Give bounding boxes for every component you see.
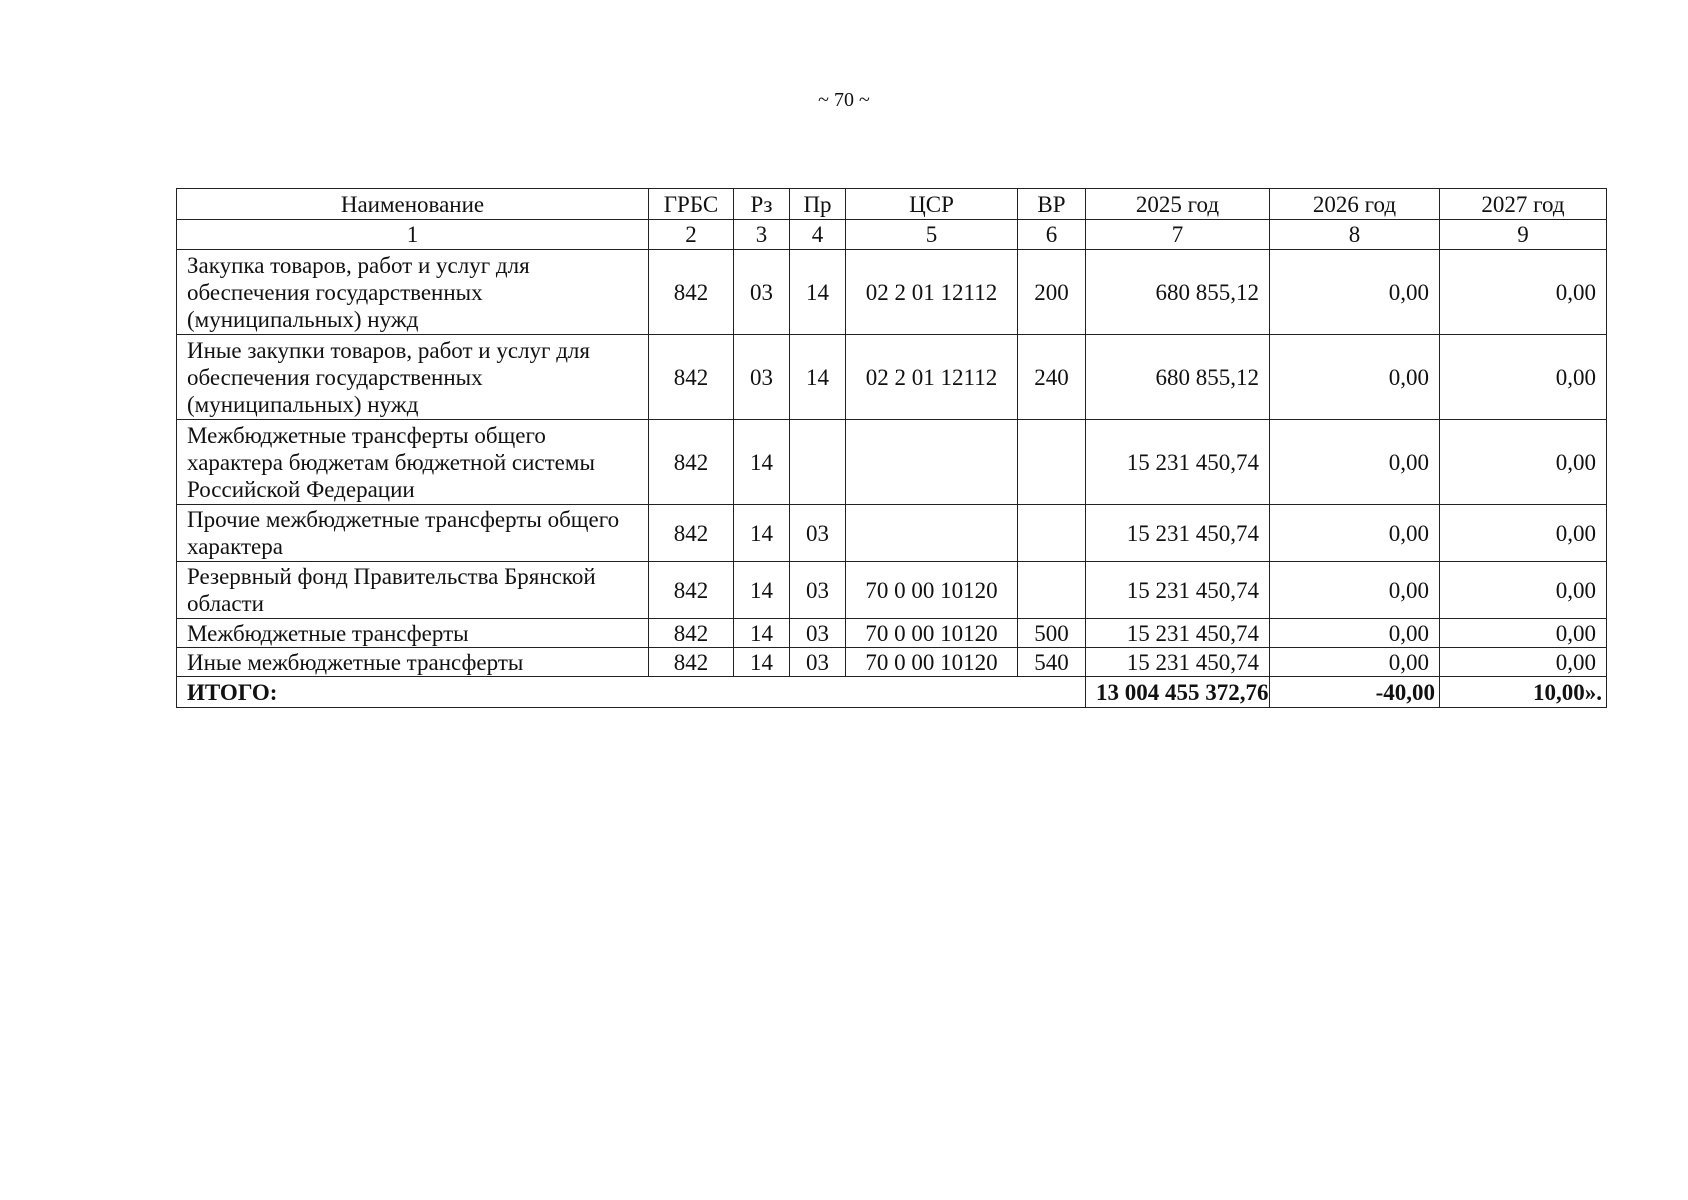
column-number: 3 — [734, 220, 790, 250]
row-2026: 0,00 — [1270, 420, 1440, 505]
total-2027: 10,00». — [1440, 677, 1607, 708]
column-number: 1 — [177, 220, 649, 250]
row-pr: 14 — [790, 250, 846, 335]
header-vr: ВР — [1018, 189, 1086, 220]
row-pr: 03 — [790, 562, 846, 619]
page-number: ~ 70 ~ — [818, 89, 870, 111]
row-pr: 03 — [790, 619, 846, 648]
row-2027: 0,00 — [1440, 619, 1607, 648]
row-2026: 0,00 — [1270, 335, 1440, 420]
row-vr: 540 — [1018, 648, 1086, 677]
row-2025: 15 231 450,74 — [1086, 562, 1270, 619]
column-number: 9 — [1440, 220, 1607, 250]
row-csr — [846, 505, 1018, 562]
row-name: Резервный фонд Правительства Брянской области — [177, 562, 649, 619]
row-2025: 15 231 450,74 — [1086, 420, 1270, 505]
row-vr — [1018, 420, 1086, 505]
row-2027: 0,00 — [1440, 420, 1607, 505]
total-label: ИТОГО: — [177, 677, 1086, 708]
row-grbs: 842 — [649, 420, 734, 505]
row-vr — [1018, 505, 1086, 562]
column-number: 2 — [649, 220, 734, 250]
row-rz: 14 — [734, 648, 790, 677]
row-rz: 03 — [734, 250, 790, 335]
row-csr: 02 2 01 12112 — [846, 250, 1018, 335]
column-number: 7 — [1086, 220, 1270, 250]
row-grbs: 842 — [649, 335, 734, 420]
column-number: 8 — [1270, 220, 1440, 250]
budget-table — [176, 188, 1607, 708]
header-row — [177, 189, 1607, 220]
row-name: Межбюджетные трансферты — [177, 619, 649, 648]
row-grbs: 842 — [649, 648, 734, 677]
total-row — [177, 677, 1607, 708]
row-2026: 0,00 — [1270, 619, 1440, 648]
table-row — [177, 562, 1607, 619]
header-2025: 2025 год — [1086, 189, 1270, 220]
row-2025: 680 855,12 — [1086, 335, 1270, 420]
row-rz: 14 — [734, 505, 790, 562]
row-2025: 680 855,12 — [1086, 250, 1270, 335]
row-rz: 03 — [734, 335, 790, 420]
row-pr: 14 — [790, 335, 846, 420]
row-csr: 70 0 00 10120 — [846, 619, 1018, 648]
row-rz: 14 — [734, 562, 790, 619]
table-row — [177, 505, 1607, 562]
row-csr — [846, 420, 1018, 505]
row-grbs: 842 — [649, 250, 734, 335]
row-vr — [1018, 562, 1086, 619]
row-2025: 15 231 450,74 — [1086, 619, 1270, 648]
row-2027: 0,00 — [1440, 505, 1607, 562]
row-vr: 200 — [1018, 250, 1086, 335]
row-2025: 15 231 450,74 — [1086, 648, 1270, 677]
column-number: 4 — [790, 220, 846, 250]
header-2027: 2027 год — [1440, 189, 1607, 220]
row-2027: 0,00 — [1440, 648, 1607, 677]
row-2027: 0,00 — [1440, 250, 1607, 335]
row-name: Иные межбюджетные трансферты — [177, 648, 649, 677]
row-2026: 0,00 — [1270, 648, 1440, 677]
row-vr: 500 — [1018, 619, 1086, 648]
table-row — [177, 250, 1607, 335]
column-number-row — [177, 220, 1607, 250]
row-grbs: 842 — [649, 505, 734, 562]
table-row — [177, 648, 1607, 677]
row-pr: 03 — [790, 648, 846, 677]
header-grbs: ГРБС — [649, 189, 734, 220]
table-row — [177, 420, 1607, 505]
table-row — [177, 619, 1607, 648]
row-vr: 240 — [1018, 335, 1086, 420]
row-pr: 03 — [790, 505, 846, 562]
row-name: Прочие межбюджетные трансферты общего характера — [177, 505, 649, 562]
row-rz: 14 — [734, 420, 790, 505]
row-csr: 70 0 00 10120 — [846, 562, 1018, 619]
row-2026: 0,00 — [1270, 505, 1440, 562]
header-pr: Пр — [790, 189, 846, 220]
header-csr: ЦСР — [846, 189, 1018, 220]
row-csr: 70 0 00 10120 — [846, 648, 1018, 677]
row-grbs: 842 — [649, 619, 734, 648]
column-number: 6 — [1018, 220, 1086, 250]
row-name: Закупка товаров, работ и услуг для обеспечения государственных (муниципальных) нужд — [177, 250, 649, 335]
row-2025: 15 231 450,74 — [1086, 505, 1270, 562]
row-2026: 0,00 — [1270, 250, 1440, 335]
header-name: Наименование — [177, 189, 649, 220]
total-2026: -40,00 — [1270, 677, 1440, 708]
column-number: 5 — [846, 220, 1018, 250]
row-name: Межбюджетные трансферты общего характера бюджетам бюджетной системы Российской Федерации — [177, 420, 649, 505]
row-pr — [790, 420, 846, 505]
total-2025: 13 004 455 372,76 — [1086, 677, 1270, 708]
header-2026: 2026 год — [1270, 189, 1440, 220]
row-2026: 0,00 — [1270, 562, 1440, 619]
row-2027: 0,00 — [1440, 335, 1607, 420]
row-name: Иные закупки товаров, работ и услуг для обеспечения государственных (муниципальных) нужд — [177, 335, 649, 420]
row-2027: 0,00 — [1440, 562, 1607, 619]
row-csr: 02 2 01 12112 — [846, 335, 1018, 420]
header-rz: Рз — [734, 189, 790, 220]
row-grbs: 842 — [649, 562, 734, 619]
table-row — [177, 335, 1607, 420]
row-rz: 14 — [734, 619, 790, 648]
